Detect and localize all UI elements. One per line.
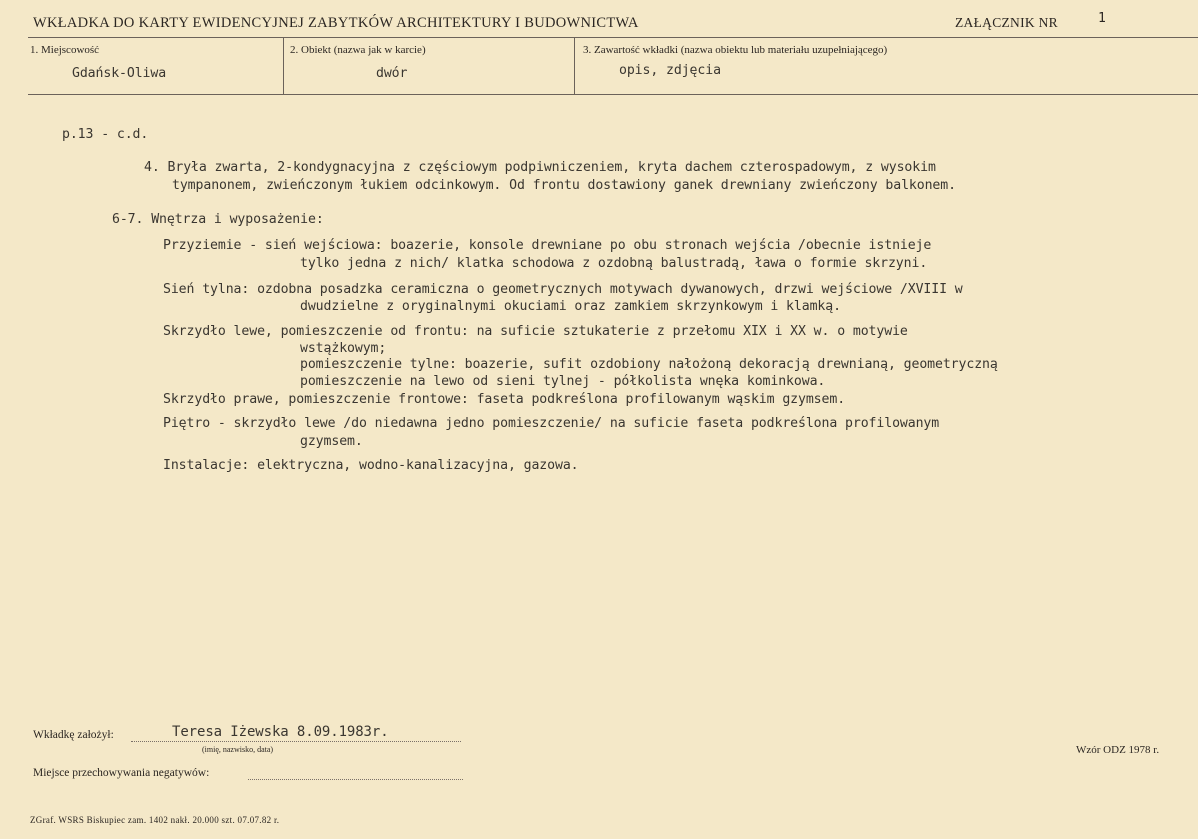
- object-label: 2. Obiekt (nazwa jak w karcie): [290, 44, 426, 56]
- body-line: dwudzielne z oryginalnymi okuciami oraz zamkiem skrzynkowym i klamką.: [300, 299, 841, 314]
- body-line: wstążkowym;: [300, 341, 387, 356]
- header-rule-bottom: [28, 94, 1198, 95]
- body-line: pomieszczenie na lewo od sieni tylnej - półkolista wnęka kominkowa.: [300, 374, 826, 389]
- field-divider-2: [574, 37, 575, 94]
- founder-hint: (imię, nazwisko, data): [202, 745, 274, 754]
- body-line: Sień tylna: ozdobna posadzka ceramiczna o geometrycznych motywach dywanowych, drzwi wejściowe /XVIII w: [163, 282, 963, 297]
- founder-dotted-line: [131, 741, 461, 742]
- body-line: p.13 - c.d.: [62, 127, 149, 142]
- body-line: tympanonem, zwieńczonym łukiem odcinkowym. Od frontu dostawiony ganek drewniany zwieńczony balkonem.: [172, 178, 956, 193]
- body-line: Instalacje: elektryczna, wodno-kanalizacyjna, gazowa.: [163, 458, 579, 473]
- annex-label: ZAŁĄCZNIK NR: [955, 15, 1058, 30]
- body-line: Piętro - skrzydło lewe /do niedawna jedno pomieszczenie/ na suficie faseta podkreślona profilowanym: [163, 416, 940, 431]
- body-line: Skrzydło prawe, pomieszczenie frontowe: faseta podkreślona profilowanym wąskim gzymsem.: [163, 392, 846, 407]
- storage-dotted-line: [248, 779, 463, 780]
- body-line: pomieszczenie tylne: boazerie, sufit ozdobiony nałożoną dekoracją drewnianą, geometryczną: [300, 357, 998, 372]
- print-info: ZGraf. WSRS Biskupiec zam. 1402 nakł. 20.000 szt. 07.07.82 r.: [30, 815, 280, 825]
- body-line: 4. Bryła zwarta, 2-kondygnacyjna z częściowym podpiwniczeniem, kryta dachem czterospadowym, z wysokim: [144, 160, 936, 175]
- storage-label: Miejsce przechowywania negatywów:: [33, 767, 210, 779]
- content-label: 3. Zawartość wkładki (nazwa obiektu lub materiału uzupełniającego): [583, 44, 888, 56]
- header-rule-top: [28, 37, 1198, 38]
- form-code: Wzór ODZ 1978 r.: [1076, 744, 1160, 756]
- card-title: WKŁADKA DO KARTY EWIDENCYJNEJ ZABYTKÓW ARCHITEKTURY I BUDOWNICTWA: [33, 15, 639, 31]
- content-value: opis, zdjęcia: [619, 63, 721, 78]
- locality-label: 1. Miejscowość: [30, 44, 100, 56]
- body-line: Przyziemie - sień wejściowa: boazerie, konsole drewniane po obu stronach wejścia /obecnie istnieje: [163, 238, 932, 253]
- object-value: dwór: [376, 66, 408, 81]
- body-line: Skrzydło lewe, pomieszczenie od frontu: na suficie sztukaterie z przełomu XIX i XX w. o motywie: [163, 324, 908, 339]
- locality-value: Gdańsk-Oliwa: [72, 66, 167, 81]
- body-line: 6-7. Wnętrza i wyposażenie:: [112, 212, 324, 227]
- annex-number: 1: [1098, 11, 1106, 26]
- field-divider-1: [283, 37, 284, 94]
- body-line: gzymsem.: [300, 434, 363, 449]
- founder-value: Teresa Iżewska 8.09.1983r.: [172, 724, 389, 740]
- body-line: tylko jedna z nich/ klatka schodowa z ozdobną balustradą, ława o formie skrzyni.: [300, 256, 928, 271]
- founder-label: Wkładkę założył:: [33, 729, 114, 741]
